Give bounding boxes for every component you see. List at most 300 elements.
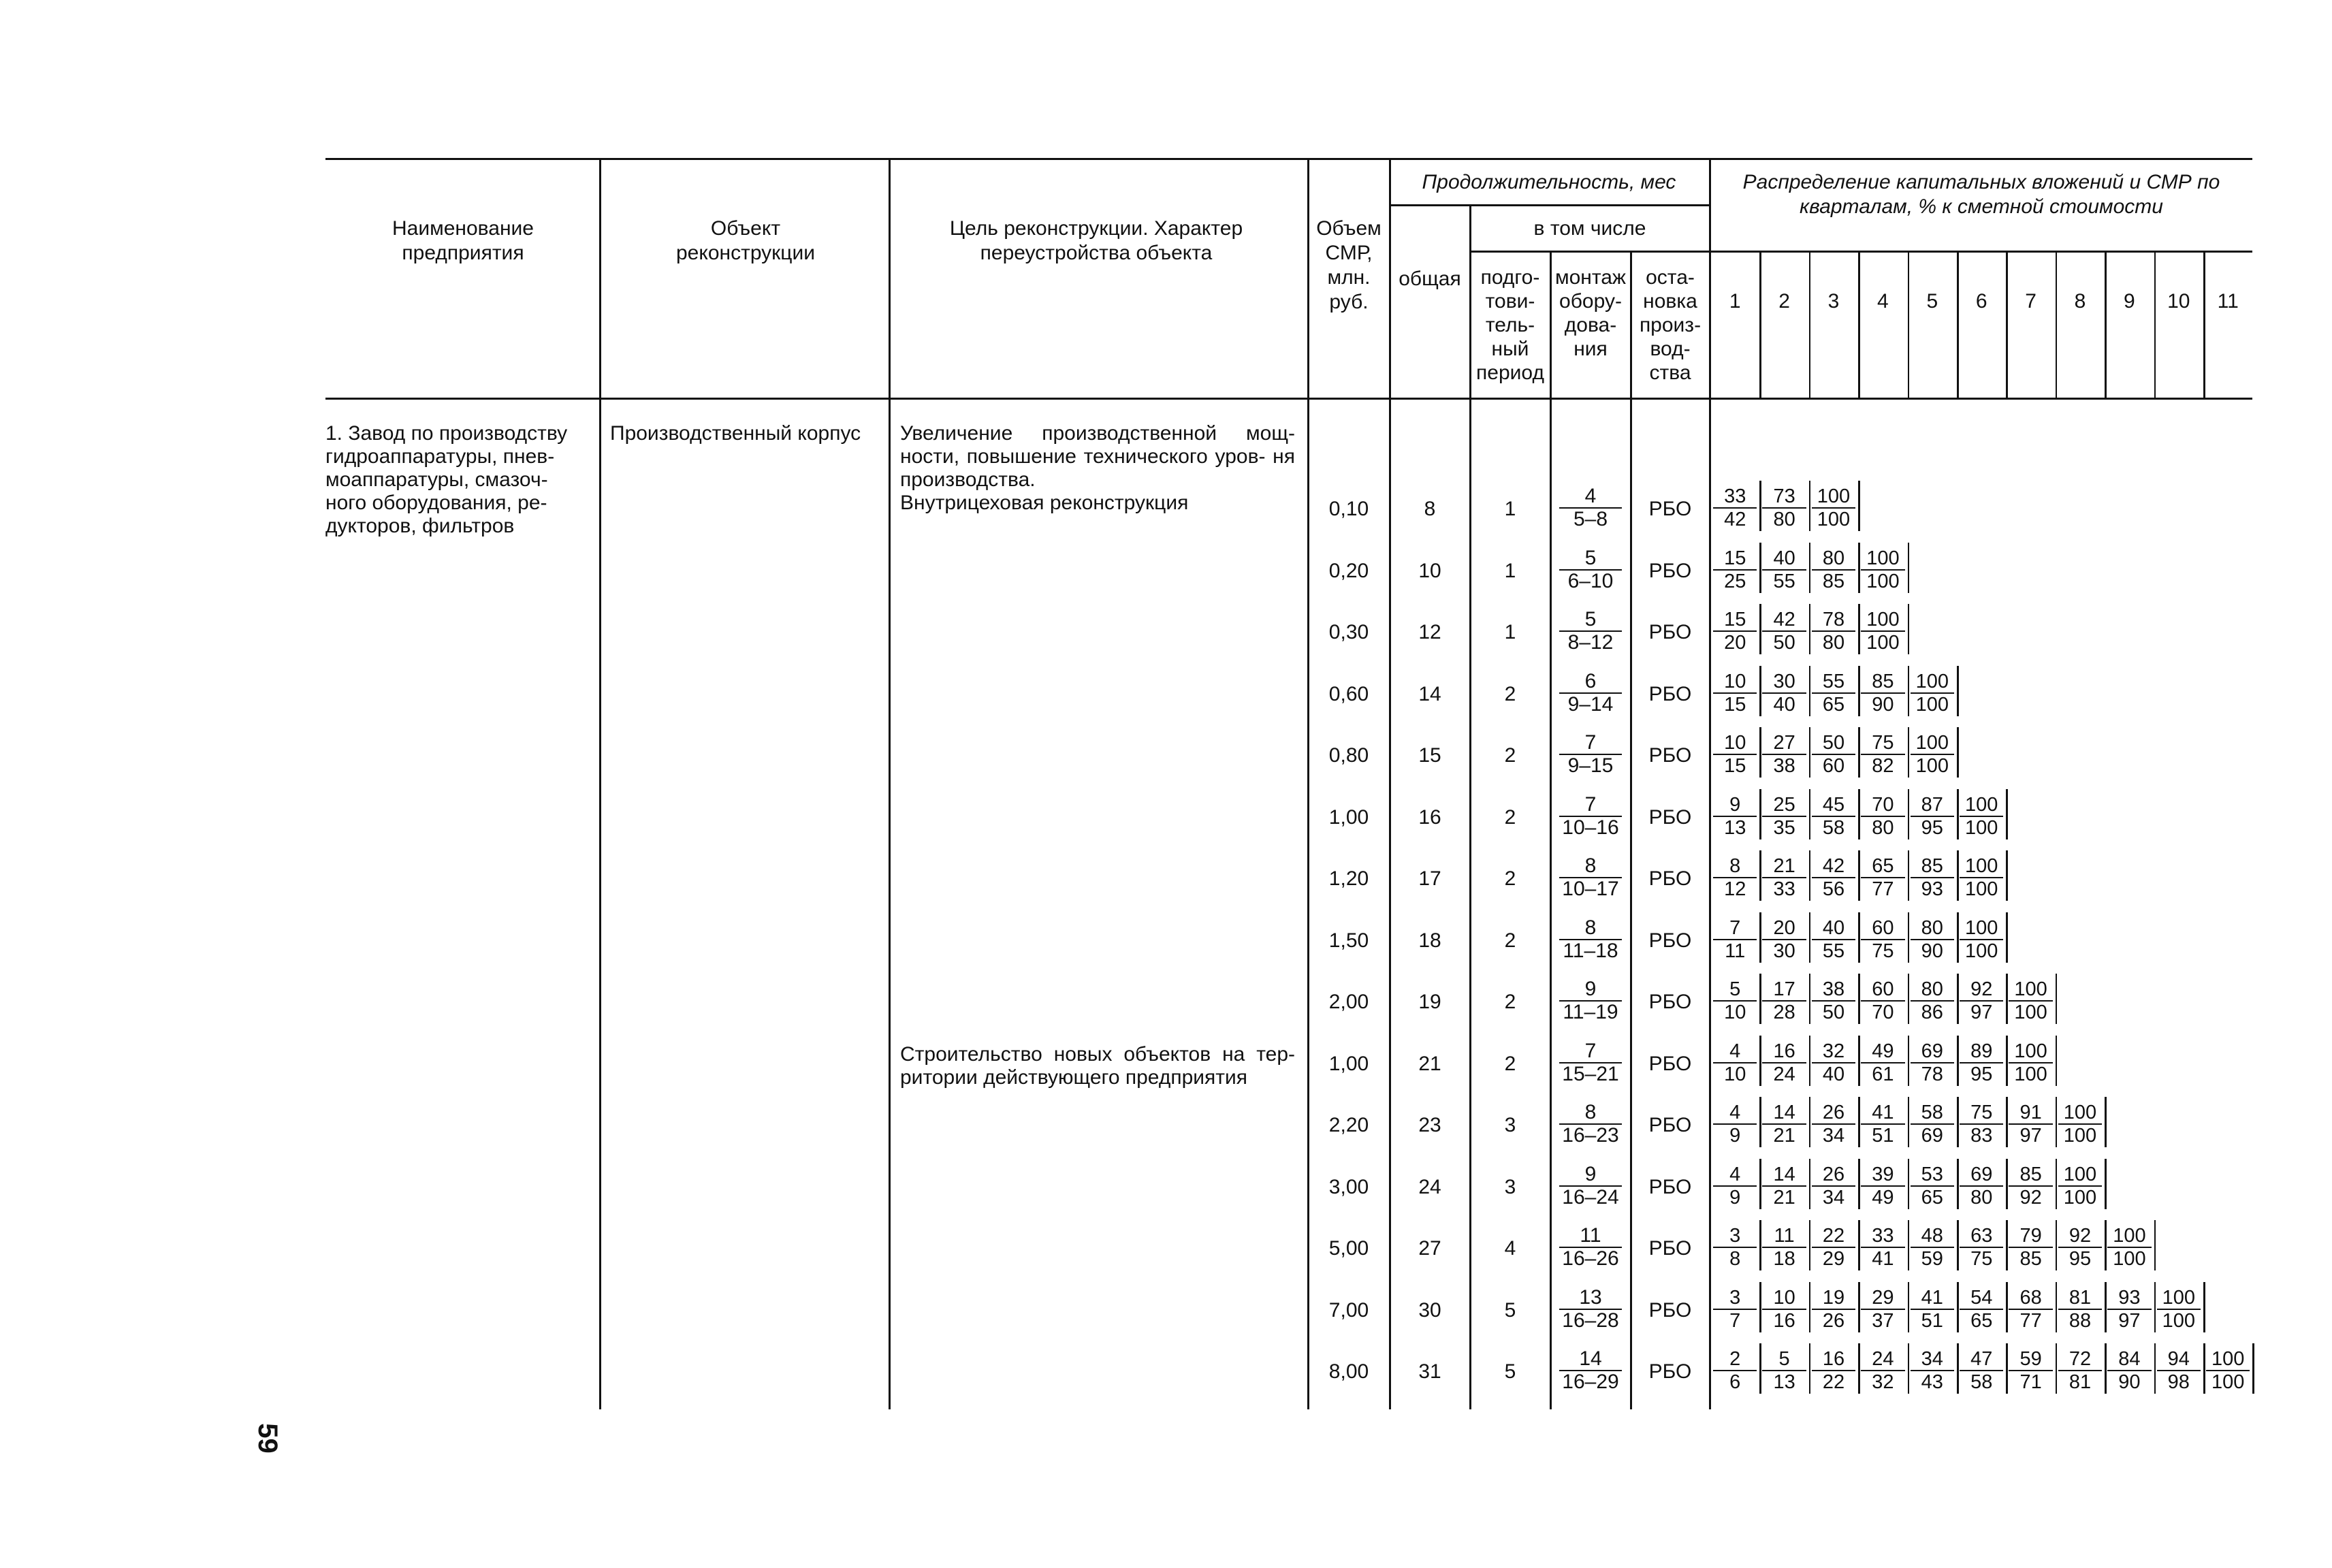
capital-investment-percent: 81 (2058, 1287, 2102, 1310)
volume-value: 0,20 (1328, 559, 1369, 582)
duration-total-value: 8 (1424, 498, 1436, 520)
quarter-fraction-6 (1960, 917, 2003, 962)
quarter-separator (2006, 1036, 2008, 1086)
quarter-fraction-3 (1812, 1164, 1855, 1209)
quarter-fraction-1 (1713, 1164, 1757, 1209)
duration-stop-value: РБО (1648, 1360, 1692, 1383)
quarter-separator (1759, 543, 1761, 593)
quarter-separator (1908, 1036, 1910, 1086)
quarter-fraction-9 (2107, 1348, 2151, 1393)
quarter-divider-1 (1759, 251, 1761, 398)
quarter-fraction-5 (1911, 855, 1954, 900)
quarter-fraction-6 (1960, 794, 2003, 839)
smr-percent: 41 (1872, 1248, 1894, 1270)
install-range: 16–28 (1562, 1309, 1619, 1332)
quarter-separator (2056, 974, 2058, 1024)
quarter-separator (2056, 1159, 2058, 1209)
duration-prep-value: 4 (1504, 1237, 1516, 1260)
duration-total-value: 10 (1418, 559, 1441, 582)
smr-percent: 100 (1965, 816, 1998, 839)
capital-investment-percent: 3 (1713, 1225, 1757, 1248)
quarter-fraction-1 (1713, 609, 1757, 654)
install-range: 6–10 (1567, 569, 1614, 592)
smr-percent: 86 (1921, 1002, 1943, 1023)
smr-percent: 75 (1872, 940, 1894, 962)
smr-percent: 100 (1965, 878, 1998, 900)
smr-percent: 100 (1965, 940, 1998, 962)
quarter-separator (1908, 974, 1910, 1024)
smr-percent: 100 (1915, 693, 1949, 716)
quarter-separator (2105, 1097, 2107, 1147)
capital-investment-percent: 79 (2009, 1225, 2052, 1248)
quarter-separator (1957, 1036, 1959, 1086)
smr-percent: 40 (1822, 1063, 1845, 1085)
quarter-fraction-2 (1762, 1102, 1806, 1147)
quarter-fraction-2 (1762, 917, 1806, 962)
quarter-separator (1809, 912, 1811, 963)
quarter-separator (1908, 604, 1910, 654)
quarter-separator (1759, 1159, 1761, 1209)
smr-percent: 8 (1729, 1248, 1741, 1270)
capital-investment-percent: 53 (1911, 1164, 1954, 1187)
smr-percent: 100 (1866, 632, 1900, 654)
capital-investment-percent: 69 (1911, 1040, 1954, 1063)
quarter-fraction-8 (2058, 1225, 2102, 1270)
col-rule-6 (1550, 251, 1552, 1409)
quarter-fraction-6 (1960, 855, 2003, 900)
quarter-separator (1809, 1282, 1811, 1332)
smr-percent: 97 (1970, 1002, 1993, 1023)
quarter-fraction-4 (1861, 609, 1904, 654)
capital-investment-percent: 59 (2009, 1348, 2052, 1371)
smr-percent: 88 (2069, 1309, 2092, 1332)
col-rule-4 (1389, 158, 1391, 1409)
duration-total-value: 21 (1418, 1052, 1441, 1075)
duration-stop-value: РБО (1648, 1175, 1692, 1198)
install-start-month: 4 (1559, 485, 1622, 509)
capital-investment-percent: 42 (1812, 855, 1855, 878)
duration-stop-value: РБО (1648, 1237, 1692, 1260)
quarter-fraction-5 (1911, 1102, 1954, 1147)
capital-investment-percent: 100 (2107, 1225, 2151, 1248)
duration-stop-value: РБО (1648, 682, 1692, 705)
smr-percent: 80 (1773, 509, 1795, 530)
install-start-month: 5 (1559, 609, 1622, 632)
quarter-separator (1908, 1097, 1910, 1147)
quarter-fraction-2 (1762, 1287, 1806, 1332)
quarter-separator (1759, 666, 1761, 716)
quarter-separator (2056, 1220, 2058, 1270)
quarter-fraction-3 (1812, 794, 1855, 839)
duration-total-value: 15 (1418, 744, 1441, 767)
smr-percent: 9 (1729, 1125, 1741, 1147)
quarter-fraction-5 (1911, 917, 1954, 962)
capital-investment-percent: 80 (1812, 547, 1855, 571)
quarter-fraction-1 (1713, 1225, 1757, 1270)
install-fraction (1559, 609, 1622, 654)
capital-investment-percent: 89 (1960, 1040, 2003, 1063)
quarter-separator (1759, 1097, 1761, 1147)
duration-stop-value: РБО (1648, 1298, 1692, 1322)
capital-investment-percent: 40 (1762, 547, 1806, 571)
quarter-separator (1957, 789, 1959, 839)
quarter-fraction-4 (1861, 917, 1904, 962)
quarter-separator (1908, 850, 1910, 901)
quarter-separator (1759, 604, 1761, 654)
smr-percent: 81 (2069, 1371, 2092, 1393)
capital-investment-percent: 75 (1960, 1102, 2003, 1125)
capital-investment-percent: 92 (1960, 978, 2003, 1002)
including-subrule (1469, 251, 1709, 253)
install-fraction (1559, 1287, 1622, 1332)
quarter-separator (1809, 604, 1811, 654)
duration-total-value: 14 (1418, 682, 1441, 705)
smr-percent: 58 (1970, 1371, 1993, 1393)
quarter-divider-9 (2154, 251, 2156, 398)
quarter-separator (2006, 1097, 2008, 1147)
quarter-header-1: 1 (1729, 290, 1741, 313)
duration-prep-value: 1 (1504, 621, 1516, 643)
capital-investment-percent: 33 (1713, 485, 1757, 509)
smr-percent: 97 (2019, 1125, 2042, 1147)
quarter-separator (1957, 1159, 1959, 1209)
smr-percent: 90 (2118, 1371, 2141, 1393)
install-fraction (1559, 671, 1622, 716)
smr-percent: 13 (1724, 816, 1746, 839)
quarter-separator (1759, 481, 1761, 531)
duration-total-value: 16 (1418, 805, 1441, 829)
quarter-fraction-4 (1861, 978, 1904, 1023)
quarter-separator (1858, 974, 1860, 1024)
quarter-separator (1908, 666, 1910, 716)
install-range: 16–23 (1562, 1124, 1619, 1147)
install-fraction (1559, 978, 1622, 1023)
capital-investment-percent: 50 (1812, 732, 1855, 755)
volume-value: 1,00 (1328, 805, 1369, 829)
quarter-separator (1957, 1343, 1959, 1394)
quarter-fraction-7 (2009, 1225, 2052, 1270)
quarter-fraction-1 (1713, 794, 1757, 839)
quarter-separator (2006, 789, 2008, 839)
quarter-separator (1858, 789, 1860, 839)
smr-percent: 100 (1817, 509, 1851, 530)
capital-investment-percent: 10 (1762, 1287, 1806, 1310)
quarter-separator (1908, 1282, 1910, 1332)
capital-investment-percent: 34 (1911, 1348, 1954, 1371)
quarter-fraction-7 (2009, 1164, 2052, 1209)
quarter-separator (2006, 1343, 2008, 1394)
quarter-fraction-2 (1762, 609, 1806, 654)
smr-percent: 95 (1970, 1063, 1993, 1085)
quarter-fraction-8 (2058, 1102, 2102, 1147)
capital-investment-percent: 84 (2107, 1348, 2151, 1371)
capital-investment-percent: 49 (1861, 1040, 1904, 1063)
install-fraction (1559, 1164, 1622, 1209)
quarter-separator (2006, 974, 2008, 1024)
smr-percent: 15 (1724, 693, 1746, 716)
smr-percent: 38 (1773, 755, 1795, 777)
volume-value: 0,10 (1328, 498, 1369, 520)
quarter-separator (1858, 1036, 1860, 1086)
capital-investment-percent: 100 (2157, 1287, 2201, 1310)
smr-percent: 12 (1724, 878, 1746, 900)
capital-investment-percent: 4 (1713, 1040, 1757, 1063)
duration-prep-value: 2 (1504, 744, 1516, 767)
quarter-fraction-6 (1960, 1040, 2003, 1085)
smr-percent: 18 (1773, 1248, 1795, 1270)
quarter-fraction-3 (1812, 855, 1855, 900)
duration-prep-value: 1 (1504, 559, 1516, 582)
capital-investment-percent: 58 (1911, 1102, 1954, 1125)
smr-percent: 82 (1872, 755, 1894, 777)
install-range: 16–26 (1562, 1247, 1619, 1270)
install-range: 11–18 (1563, 939, 1618, 962)
reconstruction-object: Производственный корпус (610, 422, 861, 445)
volume-value: 5,00 (1328, 1237, 1369, 1260)
quarter-divider-5 (1957, 251, 1959, 398)
smr-percent: 80 (1872, 816, 1894, 839)
capital-investment-percent: 10 (1713, 671, 1757, 694)
quarter-fraction-6 (1960, 1102, 2003, 1147)
quarter-fraction-4 (1861, 1287, 1904, 1332)
capital-investment-percent: 75 (1861, 732, 1904, 755)
quarter-separator (1858, 1159, 1860, 1209)
smr-percent: 59 (1921, 1248, 1943, 1270)
quarter-fraction-3 (1812, 917, 1855, 962)
header-enterprise-name: Наименование предприятия (392, 217, 534, 264)
quarter-separator (1858, 727, 1860, 778)
duration-total-value: 23 (1418, 1114, 1441, 1136)
volume-value: 3,00 (1328, 1175, 1369, 1198)
capital-investment-percent: 5 (1762, 1348, 1806, 1371)
col-rule-3 (1307, 158, 1309, 1409)
capital-investment-percent: 65 (1861, 855, 1904, 878)
smr-percent: 61 (1872, 1063, 1894, 1085)
quarter-fraction-4 (1861, 671, 1904, 716)
quarter-separator (2154, 1343, 2156, 1394)
quarter-fraction-3 (1812, 1348, 1855, 1393)
capital-investment-percent: 24 (1861, 1348, 1904, 1371)
install-range: 5–8 (1573, 508, 1608, 530)
capital-investment-percent: 48 (1911, 1225, 1954, 1248)
quarter-fraction-2 (1762, 1164, 1806, 1209)
quarter-fraction-5 (1911, 1164, 1954, 1209)
volume-value: 1,00 (1328, 1052, 1369, 1075)
smr-percent: 21 (1773, 1125, 1795, 1147)
capital-investment-percent: 80 (1911, 978, 1954, 1002)
smr-percent: 37 (1872, 1309, 1894, 1332)
duration-prep-value: 5 (1504, 1298, 1516, 1322)
capital-investment-percent: 100 (2058, 1102, 2102, 1125)
quarter-separator (1957, 727, 1959, 778)
install-range: 9–14 (1567, 692, 1614, 716)
duration-stop-value: РБО (1648, 991, 1692, 1013)
quarter-fraction-8 (2058, 1348, 2102, 1393)
quarter-separator (2006, 1220, 2008, 1270)
col-rule-8 (1709, 158, 1711, 1409)
quarter-fraction-2 (1762, 547, 1806, 592)
quarter-fraction-4 (1861, 855, 1904, 900)
quarter-fraction-3 (1812, 485, 1855, 530)
quarter-fraction-5 (1911, 671, 1954, 716)
capital-investment-percent: 94 (2157, 1348, 2201, 1371)
install-range: 10–17 (1562, 878, 1619, 900)
quarter-header-9: 9 (2124, 290, 2135, 313)
smr-percent: 40 (1773, 693, 1795, 716)
quarter-separator (2105, 1343, 2107, 1394)
quarter-divider-3 (1858, 251, 1860, 398)
capital-investment-percent: 41 (1911, 1287, 1954, 1310)
install-start-month: 5 (1559, 547, 1622, 571)
quarter-separator (2006, 850, 2008, 901)
quarter-fraction-10 (2157, 1287, 2201, 1332)
volume-value: 1,20 (1328, 867, 1369, 890)
quarter-separator (1858, 666, 1860, 716)
quarter-fraction-10 (2157, 1348, 2201, 1393)
quarter-separator (1858, 1220, 1860, 1270)
quarter-fraction-5 (1911, 978, 1954, 1023)
duration-prep-value: 2 (1504, 867, 1516, 890)
smr-percent: 21 (1773, 1186, 1795, 1209)
capital-investment-percent: 100 (1812, 485, 1855, 509)
capital-investment-percent: 11 (1762, 1225, 1806, 1248)
quarter-fraction-4 (1861, 547, 1904, 592)
smr-percent: 100 (2014, 1063, 2047, 1085)
smr-percent: 95 (1921, 816, 1943, 839)
volume-value: 0,80 (1328, 744, 1369, 767)
quarter-fraction-3 (1812, 978, 1855, 1023)
quarter-separator (1809, 1220, 1811, 1270)
header-duration-group: Продолжительность, мес (1422, 171, 1676, 193)
quarter-separator (1759, 1220, 1761, 1270)
capital-investment-percent: 60 (1861, 978, 1904, 1002)
smr-percent: 98 (2167, 1371, 2190, 1393)
quarter-separator (1908, 1343, 1910, 1394)
smr-percent: 55 (1773, 570, 1795, 592)
capital-investment-percent: 21 (1762, 855, 1806, 878)
quarter-fraction-4 (1861, 794, 1904, 839)
smr-percent: 80 (1970, 1186, 1993, 1209)
quarter-separator (1759, 1343, 1761, 1394)
capital-investment-percent: 100 (1861, 609, 1904, 632)
quarter-header-6: 6 (1975, 290, 1987, 313)
smr-percent: 42 (1724, 509, 1746, 530)
enterprise-name: 1. Завод по производству гидроаппаратуры, пнев- моаппаратуры, смазоч- ного оборудования, ре- дукторов, фильтров (325, 422, 568, 537)
smr-percent: 90 (1872, 693, 1894, 716)
capital-investment-percent: 100 (2009, 1040, 2052, 1063)
volume-value: 2,20 (1328, 1114, 1369, 1136)
duration-prep-value: 2 (1504, 805, 1516, 829)
quarter-fraction-7 (2009, 978, 2052, 1023)
install-fraction (1559, 794, 1622, 839)
reconstruction-goal-1: Увеличение производственной мощ- ности, повышение технического уров- ня производства. (900, 422, 1295, 491)
reconstruction-goal-2: Строительство новых объектов на тер- ритории действующего предприятия (900, 1043, 1295, 1089)
quarter-separator (2056, 1097, 2058, 1147)
capital-investment-percent: 20 (1762, 917, 1806, 940)
smr-percent: 28 (1773, 1002, 1795, 1023)
quarter-fraction-2 (1762, 1040, 1806, 1085)
col-rule-7 (1630, 251, 1632, 1409)
capital-investment-percent: 17 (1762, 978, 1806, 1002)
capital-investment-percent: 60 (1861, 917, 1904, 940)
quarter-fraction-1 (1713, 1287, 1757, 1332)
quarter-separator (1858, 850, 1860, 901)
capital-investment-percent: 38 (1812, 978, 1855, 1002)
smr-percent: 49 (1872, 1186, 1894, 1209)
install-start-month: 9 (1559, 978, 1622, 1002)
duration-stop-value: РБО (1648, 744, 1692, 767)
capital-investment-percent: 69 (1960, 1164, 2003, 1187)
capital-investment-percent: 87 (1911, 794, 1954, 817)
quarter-separator (1957, 1220, 1959, 1270)
volume-value: 7,00 (1328, 1298, 1369, 1322)
quarter-fraction-2 (1762, 1348, 1806, 1393)
quarter-header-7: 7 (2025, 290, 2036, 313)
duration-prep-value: 3 (1504, 1114, 1516, 1136)
quarter-header-3: 3 (1827, 290, 1840, 313)
duration-prep-value: 2 (1504, 929, 1516, 952)
quarter-fraction-11 (2206, 1348, 2250, 1393)
quarter-fraction-4 (1861, 1225, 1904, 1270)
install-start-month: 8 (1559, 917, 1622, 940)
quarter-fraction-5 (1911, 1040, 1954, 1085)
quarter-separator (1908, 912, 1910, 963)
capital-investment-percent: 80 (1911, 917, 1954, 940)
smr-percent: 60 (1822, 755, 1845, 777)
capital-investment-percent: 42 (1762, 609, 1806, 632)
install-start-month: 13 (1559, 1287, 1622, 1310)
capital-investment-percent: 29 (1861, 1287, 1904, 1310)
install-range: 16–24 (1562, 1185, 1619, 1209)
quarter-fraction-2 (1762, 671, 1806, 716)
smr-percent: 65 (1822, 693, 1845, 716)
capital-investment-percent: 25 (1762, 794, 1806, 817)
capital-investment-percent: 30 (1762, 671, 1806, 694)
quarter-separator (1809, 974, 1811, 1024)
install-fraction (1559, 917, 1622, 962)
header-including: в том числе (1533, 217, 1646, 240)
quarter-separator (2056, 1036, 2058, 1086)
quarter-fraction-7 (2009, 1102, 2052, 1147)
quarter-fraction-2 (1762, 485, 1806, 530)
duration-total-value: 31 (1418, 1360, 1441, 1383)
quarter-separator (1908, 727, 1910, 778)
quarter-fraction-9 (2107, 1225, 2151, 1270)
quarter-separator (2006, 1159, 2008, 1209)
quarter-fraction-8 (2058, 1164, 2102, 1209)
header-bottom-rule (325, 398, 2252, 400)
smr-percent: 10 (1724, 1063, 1746, 1085)
smr-percent: 100 (1915, 755, 1949, 777)
header-object: Объект реконструкции (676, 217, 815, 264)
install-fraction (1559, 1102, 1622, 1147)
quarter-separator (1809, 481, 1811, 531)
quarter-separator (2105, 1282, 2107, 1332)
duration-total-value: 24 (1418, 1175, 1441, 1198)
quarter-header-4: 4 (1877, 290, 1889, 313)
smr-percent: 51 (1921, 1309, 1943, 1332)
capital-investment-percent: 3 (1713, 1287, 1757, 1310)
quarter-fraction-3 (1812, 1287, 1855, 1332)
capital-investment-percent: 27 (1762, 732, 1806, 755)
capital-investment-percent: 100 (1960, 855, 2003, 878)
duration-total-value: 30 (1418, 1298, 1441, 1322)
quarter-separator (2006, 912, 2008, 963)
capital-investment-percent: 54 (1960, 1287, 2003, 1310)
smr-percent: 35 (1773, 816, 1795, 839)
page-number: 59 (252, 1423, 283, 1454)
quarter-separator (1809, 1343, 1811, 1394)
